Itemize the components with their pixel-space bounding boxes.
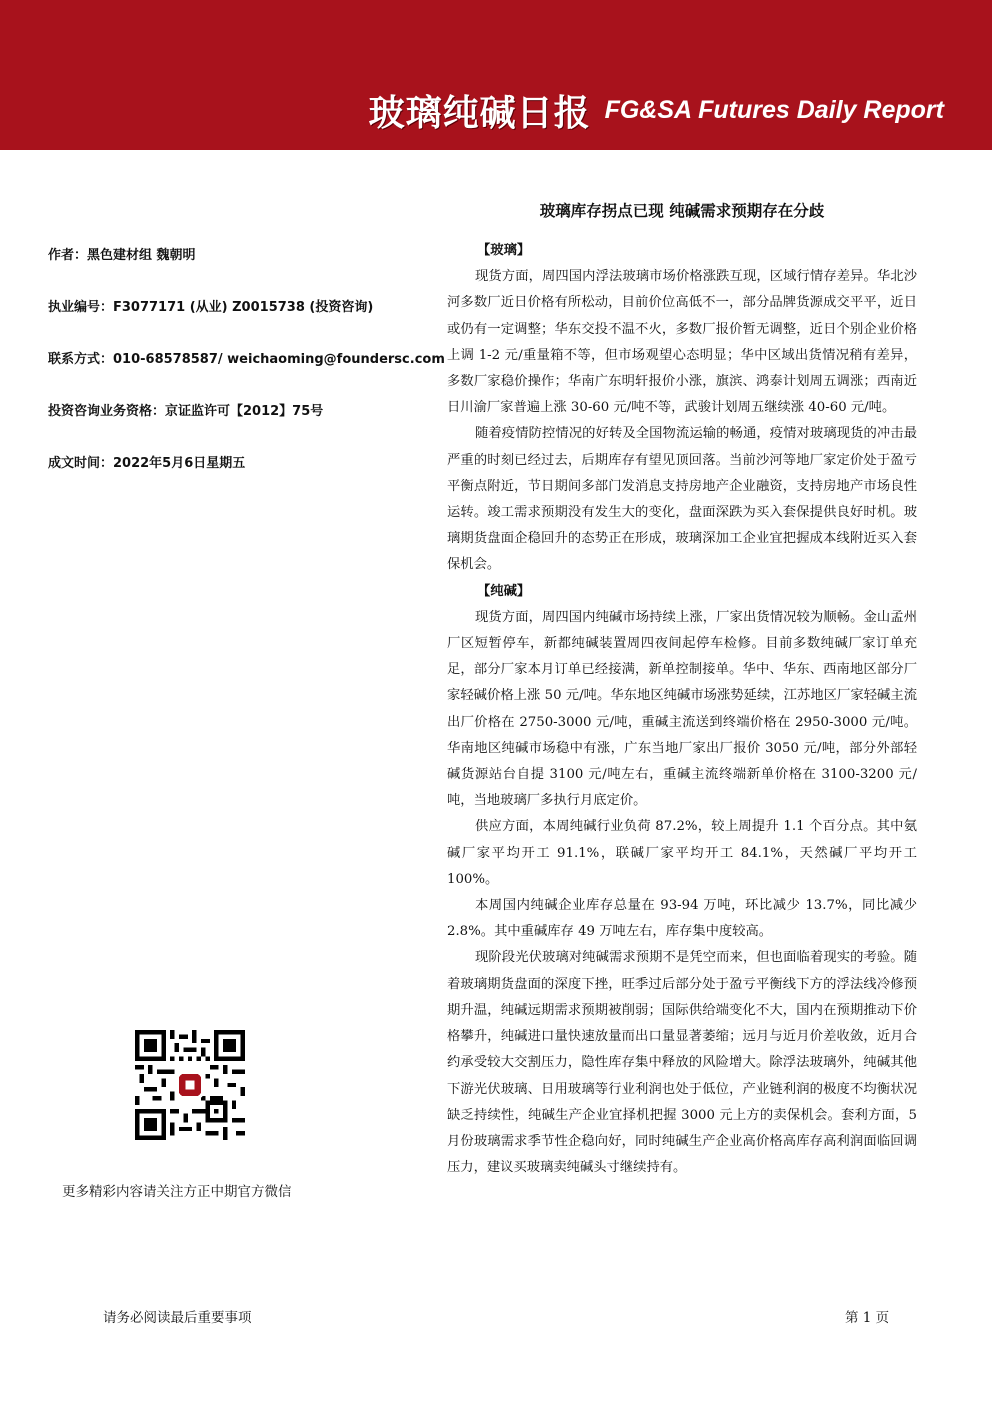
- title-english: FG&SA Futures Daily Report: [604, 96, 944, 124]
- section-heading-glass: 【玻璃】: [477, 243, 531, 258]
- qr-code: [135, 1030, 245, 1140]
- license-number: 执业编号：F3077171 (从业) Z0015738 (投资咨询): [48, 300, 374, 315]
- page-number: 第 1 页: [845, 1310, 890, 1326]
- title-chinese: 玻璃纯碱日报: [368, 93, 591, 134]
- publish-date: 成文时间：2022年5月6日星期五: [48, 456, 246, 471]
- qr-caption: 更多精彩内容请关注方正中期官方微信: [62, 1184, 292, 1200]
- paragraph: 现货方面，周四国内浮法玻璃市场价格涨跌互现，区域行情存差异。华北沙河多数厂近日价格有所松动，目前价位高低不一，部分品牌货源成交平平，近日或仍有一定调整；华东交投不温不火，多数厂报价暂无调整，近日个别企业价格上调 1-2 元/重量箱不等，但市场观望心态明显；华中区域出货情况稍有差异，多数厂家稳价操作；华南广东明轩报价小涨，旗滨、鸿泰计划周五调涨；西南近日川渝厂家普遍上涨 30-60 元/吨不等，武骏计划周五继续涨 40-60 元/吨。: [447, 269, 917, 416]
- header-title: [367, 88, 992, 133]
- qualification: 投资咨询业务资格：京证监许可【2012】75号: [48, 404, 324, 419]
- report-header: [0, 0, 992, 150]
- paragraph: 现货方面，周四国内纯碱市场持续上涨，厂家出货情况较为顺畅。金山孟州厂区短暂停车，新都纯碱装置周四夜间起停车检修。目前多数纯碱厂家订单充足，部分厂家本月订单已经接满，新单控制接单。华中、华东、西南地区部分厂家轻碱价格上涨 50 元/吨。华东地区纯碱市场涨势延续，江苏地区厂家轻碱主流出厂价格在 2750-3000 元/吨，重碱主流送到终端价格在 2950-3000 元/吨。华南地区纯碱市场稳中有涨，广东当地厂家出厂报价 3050 元/吨，部分外部轻碱货源站台自提 3100 元/吨左右，重碱主流终端新单价格在 3100-3200 元/吨，当地玻璃厂多执行月底定价。: [447, 609, 917, 809]
- paragraph: 现阶段光伏玻璃对纯碱需求预期不是凭空而来，但也面临着现实的考验。随着玻璃期货盘面的深度下挫，旺季过后部分处于盈亏平衡线下方的浮法线冷修预期升温，纯碱远期需求预期被削弱；国际供给端变化不大，国内在预期推动下价格攀升，纯碱进口量快速放量而出口量显著萎缩；远月与近月价差收敛，近月合约承受较大交割压力，隐性库存集中释放的风险增大。除浮法玻璃外，纯碱其他下游光伏玻璃、日用玻璃等行业利润也处于低位，产业链利润的极度不均衡状况缺乏持续性，纯碱生产企业宜择机把握 3000 元上方的卖保机会。套利方面，5 月份玻璃需求季节性企稳向好，同时纯碱生产企业高价格高库存高利润面临回调压力，建议买玻璃卖纯碱头寸继续持有。: [447, 950, 917, 1176]
- section-heading-soda: 【纯碱】: [477, 583, 531, 599]
- paragraph: 供应方面，本周纯碱行业负荷 87.2%，较上周提升 1.1 个百分点。其中氨碱厂家平均开工 91.1%，联碱厂家平均开工 84.1%，天然碱厂平均开工 100%。: [447, 819, 917, 887]
- paragraph: 随着疫情防控情况的好转及全国物流运输的畅通，疫情对玻璃现货的冲击最严重的时刻已经过去，后期库存有望见顶回落。当前沙河等地厂家定价处于盈亏平衡点附近，节日期间多部门发消息支持房地产企业融资，支持房地产市场良性运转。竣工需求预期没有发生大的变化，盘面深跌为买入套保提供良好时机。玻璃期货盘面企稳回升的态势正在形成，玻璃深加工企业宜把握成本线附近买入套保机会。: [447, 426, 917, 573]
- report-title: 玻璃库存拐点已现 纯碱需求预期存在分歧: [539, 202, 825, 220]
- footer-disclaimer: 请务必阅读最后重要事项: [103, 1310, 252, 1326]
- author: 作者：黑色建材组 魏朝明: [48, 248, 196, 263]
- paragraph: 本周国内纯碱企业库存总量在 93-94 万吨，环比减少 13.7%，同比减少 2.8%。其中重碱库存 49 万吨左右，库存集中度较高。: [447, 898, 917, 940]
- contact-info: 联系方式：010-68578587/ weichaoming@foundersc.com: [48, 352, 445, 367]
- report-body: [447, 238, 917, 1181]
